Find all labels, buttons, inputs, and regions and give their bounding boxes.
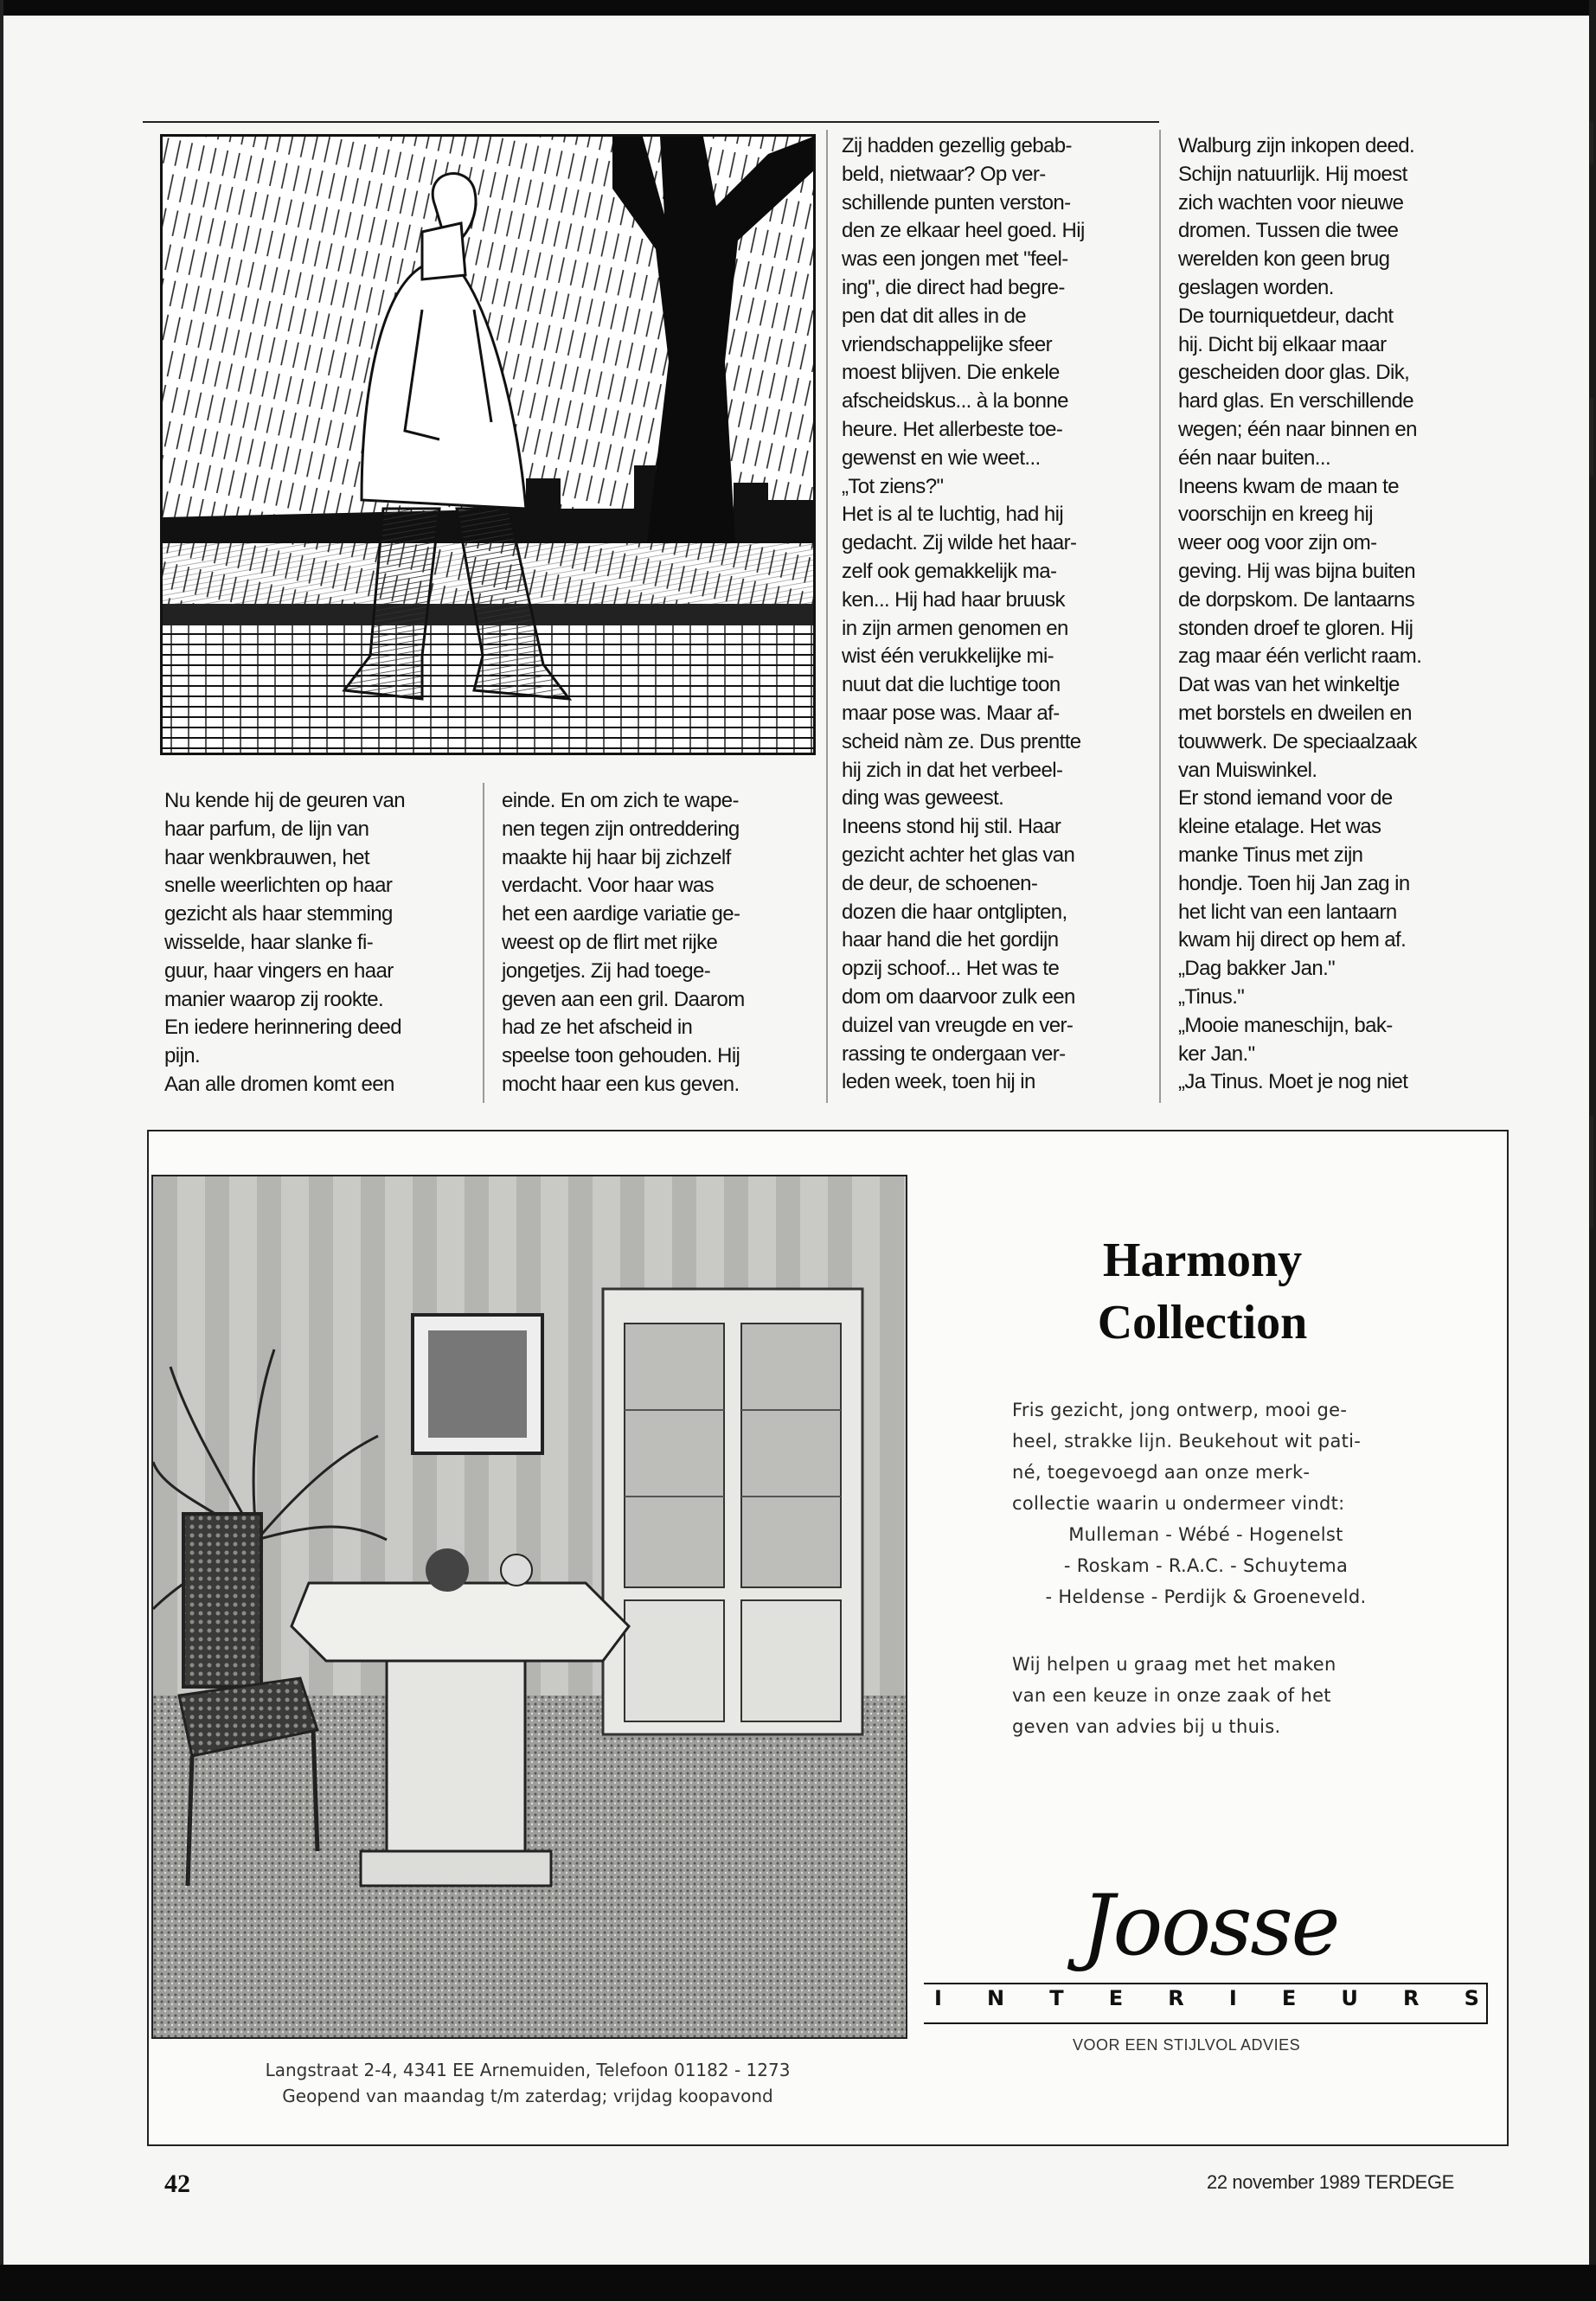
margin-mark bbox=[1590, 1116, 1593, 1228]
ad-text-line: geven van advies bij u thuis. bbox=[1012, 1716, 1281, 1737]
text-line: dromen. Tussen die twee bbox=[1178, 219, 1399, 243]
text-line: Het is al te luchtig, had hij bbox=[842, 503, 1064, 527]
text-line: geven aan een gril. Daarom bbox=[502, 987, 745, 1011]
text-line: maakte hij haar bij zichzelf bbox=[502, 845, 731, 869]
ad-title-line-2: Collection bbox=[1097, 1296, 1308, 1349]
text-line: „Mooie maneschijn, bak- bbox=[1178, 1013, 1393, 1037]
logo-letter: T bbox=[1049, 1986, 1064, 2010]
text-line: speelse toon gehouden. Hij bbox=[502, 1044, 740, 1068]
text-line: van Muiswinkel. bbox=[1178, 758, 1317, 782]
text-line: scheid nàm ze. Dus prentte bbox=[842, 729, 1081, 753]
margin-mark bbox=[1590, 398, 1593, 476]
text-line: „Dag bakker Jan." bbox=[1178, 957, 1336, 981]
text-line: heure. Het allerbeste toe- bbox=[842, 417, 1063, 441]
issue-date: 22 november 1989 TERDEGE bbox=[1207, 2171, 1454, 2193]
text-line: nen tegen zijn ontreddering bbox=[502, 817, 740, 841]
ad-text-line: collectie waarin u ondermeer vindt: bbox=[1012, 1493, 1345, 1514]
text-line: Schijn natuurlijk. Hij moest bbox=[1178, 162, 1407, 186]
text-line: duizel van vreugde en ver- bbox=[842, 1013, 1074, 1037]
text-line: kwam hij direct op hem af. bbox=[1178, 928, 1407, 952]
column-rule bbox=[1159, 130, 1161, 1103]
ad-text-line: van een keuze in onze zaak of het bbox=[1012, 1685, 1331, 1706]
text-line: de deur, de schoenen- bbox=[842, 871, 1038, 895]
column-rule bbox=[826, 130, 828, 1103]
text-line: snelle weerlichten op haar bbox=[164, 874, 393, 898]
text-line: einde. En om zich te wape- bbox=[502, 789, 739, 812]
text-line: dozen die haar ontglipten, bbox=[842, 900, 1067, 924]
dining-room-image bbox=[153, 1176, 906, 2037]
text-line: haar hand die het gordijn bbox=[842, 928, 1059, 952]
text-line: ing", die direct had begre- bbox=[842, 275, 1065, 299]
text-line: rassing te ondergaan ver- bbox=[842, 1042, 1066, 1066]
text-line: manke Tinus met zijn bbox=[1178, 843, 1363, 867]
page-edge-top bbox=[0, 0, 1596, 16]
text-line: hard glas. En verschillende bbox=[1178, 389, 1413, 413]
text-line: gescheiden door glas. Dik, bbox=[1178, 361, 1410, 385]
text-line: Ineens stond hij stil. Haar bbox=[842, 815, 1061, 839]
text-line: moest blijven. Die enkele bbox=[842, 361, 1060, 385]
logo-letter: E bbox=[1108, 1986, 1124, 2010]
story-column-4 bbox=[1178, 132, 1490, 1097]
text-line: gezicht als haar stemming bbox=[164, 902, 393, 926]
text-line: werelden kon geen brug bbox=[1178, 247, 1390, 272]
logo-letter: N bbox=[987, 1986, 1005, 2010]
text-line: weer oog voor zijn om- bbox=[1178, 531, 1377, 555]
story-top-rule bbox=[143, 121, 1159, 126]
logo-letter: R bbox=[1168, 1986, 1184, 2010]
text-line: geving. Hij was bijna buiten bbox=[1178, 559, 1416, 583]
text-line: Er stond iemand voor de bbox=[1178, 786, 1393, 811]
text-line: stonden droef te gloren. Hij bbox=[1178, 616, 1413, 640]
address-line: Langstraat 2-4, 4341 EE Arnemuiden, Telefoon 01182 - 1273 bbox=[265, 2060, 791, 2080]
brand-line: - Roskam - R.A.C. - Schuytema bbox=[1063, 1555, 1349, 1576]
page-edge-left bbox=[0, 0, 3, 2301]
ad-text-line: heel, strakke lijn. Beukehout wit pati- bbox=[1012, 1431, 1362, 1452]
logo-letter: E bbox=[1281, 1986, 1297, 2010]
story-column-3 bbox=[842, 132, 1140, 1097]
text-line: manier waarop zij rookte. bbox=[164, 987, 384, 1011]
ad-text-line: Fris gezicht, jong ontwerp, mooi ge- bbox=[1012, 1400, 1348, 1420]
ad-title-line-1: Harmony bbox=[1102, 1234, 1303, 1287]
text-line: dom om daarvoor zulk een bbox=[842, 984, 1075, 1009]
text-line: nuut dat die luchtige toon bbox=[842, 673, 1061, 697]
text-line: gezicht achter het glas van bbox=[842, 843, 1075, 867]
logo-letter: I bbox=[934, 1986, 942, 2010]
text-line: het een aardige variatie ge- bbox=[502, 902, 740, 926]
text-line: beld, nietwaar? Op ver- bbox=[842, 162, 1046, 186]
text-line: zelf ook gemakkelijk ma- bbox=[842, 559, 1057, 583]
text-line: met borstels en dweilen en bbox=[1178, 701, 1412, 725]
text-line: schillende punten verston- bbox=[842, 190, 1071, 215]
text-line: Aan alle dromen komt een bbox=[164, 1072, 394, 1096]
text-line: ding was geweest. bbox=[842, 786, 1004, 811]
text-line: wisselde, haar slanke fi- bbox=[164, 930, 374, 954]
text-line: hij. Dicht bij elkaar maar bbox=[1178, 332, 1387, 356]
text-line: maar pose was. Maar af- bbox=[842, 701, 1060, 725]
text-line: ken... Hij had haar bruusk bbox=[842, 587, 1065, 612]
text-line: het licht van een lantaarn bbox=[1178, 900, 1397, 924]
text-line: jongetjes. Zij had toege- bbox=[502, 958, 711, 983]
text-line: Dat was van het winkeltje bbox=[1178, 673, 1400, 697]
story-column-1 bbox=[164, 787, 467, 1099]
page-edge-bottom bbox=[0, 2265, 1596, 2301]
text-line: guur, haar vingers en haar bbox=[164, 958, 394, 983]
brand-line: - Heldense - Perdijk & Groeneveld. bbox=[1045, 1586, 1367, 1607]
text-line: wegen; één naar binnen en bbox=[1178, 417, 1417, 441]
text-line: pen dat dit alles in de bbox=[842, 304, 1027, 328]
text-line: Walburg zijn inkopen deed. bbox=[1178, 134, 1415, 157]
text-line: de dorpskom. De lantaarns bbox=[1178, 587, 1415, 612]
text-line: geslagen worden. bbox=[1178, 275, 1334, 299]
story-illustration bbox=[160, 134, 816, 755]
text-line: ker Jan." bbox=[1178, 1042, 1255, 1066]
text-line: vriendschappelijke sfeer bbox=[842, 332, 1053, 356]
text-line: had ze het afscheid in bbox=[502, 1016, 693, 1040]
text-line: pijn. bbox=[164, 1044, 201, 1068]
logo-interieurs bbox=[934, 1986, 1479, 2010]
text-line: haar wenkbrauwen, het bbox=[164, 845, 369, 869]
text-line: „Ja Tinus. Moet je nog niet bbox=[1178, 1070, 1408, 1094]
ad-description bbox=[1012, 1394, 1400, 1612]
text-line: opzij schoof... Het was te bbox=[842, 957, 1060, 981]
logo-letter: I bbox=[1228, 1986, 1237, 2010]
text-line: voorschijn en kreeg hij bbox=[1178, 503, 1373, 527]
opening-hours: Geopend van maandag t/m zaterdag; vrijdag koopavond bbox=[282, 2086, 773, 2106]
text-line: Nu kende hij de geuren van bbox=[164, 789, 405, 812]
logo-tagline: VOOR EEN STIJLVOL ADVIES bbox=[1073, 2036, 1301, 2054]
text-line: gewenst en wie weet... bbox=[842, 445, 1041, 470]
text-line: Ineens kwam de maan te bbox=[1178, 474, 1399, 498]
ad-text-line: Wij helpen u graag met het maken bbox=[1012, 1654, 1336, 1675]
text-line: den ze elkaar heel goed. Hij bbox=[842, 219, 1085, 243]
text-line: wist één verukkelijke mi- bbox=[842, 644, 1054, 669]
column-rule bbox=[483, 783, 484, 1103]
text-line: En iedere herinnering deed bbox=[164, 1016, 401, 1040]
brand-line: Mulleman - Wébé - Hogenelst bbox=[1068, 1524, 1343, 1545]
logo-letter: S bbox=[1464, 1986, 1479, 2010]
text-line: De tourniquetdeur, dacht bbox=[1178, 304, 1394, 328]
ad-service-text bbox=[1012, 1649, 1400, 1742]
text-line: verdacht. Voor haar was bbox=[502, 874, 715, 898]
text-line: haar parfum, de lijn van bbox=[164, 817, 369, 841]
margin-mark bbox=[1590, 121, 1593, 164]
text-line: leden week, toen hij in bbox=[842, 1070, 1035, 1094]
page-number: 42 bbox=[164, 2170, 190, 2198]
brand-list bbox=[1012, 1519, 1400, 1612]
text-line: „Tinus." bbox=[1178, 984, 1245, 1009]
joosse-logo: Joosse bbox=[1081, 1877, 1339, 1974]
furniture-photo bbox=[151, 1175, 907, 2039]
text-line: één naar buiten... bbox=[1178, 445, 1331, 470]
story-column-2 bbox=[502, 787, 813, 1099]
rain-walker-drawing bbox=[163, 137, 813, 753]
text-line: was een jongen met "feel- bbox=[842, 247, 1068, 272]
text-line: zag maar één verlicht raam. bbox=[1178, 644, 1422, 669]
text-line: hij zich in dat het verbeel- bbox=[842, 758, 1063, 782]
text-line: Zij hadden gezellig gebab- bbox=[842, 134, 1072, 157]
text-line: zich wachten voor nieuwe bbox=[1178, 190, 1404, 215]
text-line: touwwerk. De speciaalzaak bbox=[1178, 729, 1417, 753]
text-line: „Tot ziens?" bbox=[842, 474, 944, 498]
logo-letter: U bbox=[1341, 1986, 1358, 2010]
text-line: mocht haar een kus geven. bbox=[502, 1072, 740, 1096]
text-line: afscheidskus... à la bonne bbox=[842, 389, 1068, 413]
text-line: in zijn armen genomen en bbox=[842, 616, 1068, 640]
logo-letter: R bbox=[1403, 1986, 1420, 2010]
text-line: hondje. Toen hij Jan zag in bbox=[1178, 871, 1410, 895]
ad-text-line: né, toegevoegd aan onze merk- bbox=[1012, 1462, 1311, 1483]
text-line: kleine etalage. Het was bbox=[1178, 815, 1381, 839]
store-address bbox=[151, 2057, 904, 2109]
text-line: weest op de flirt met rijke bbox=[502, 930, 718, 954]
text-line: gedacht. Zij wilde het haar- bbox=[842, 531, 1077, 555]
